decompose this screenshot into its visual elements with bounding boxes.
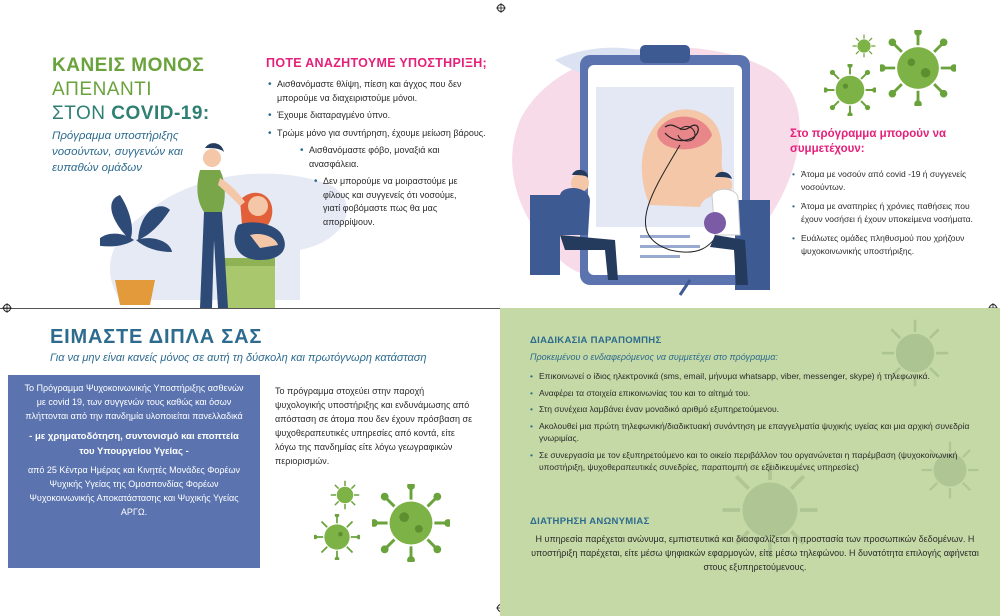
when-title: ΠΟΤΕ ΑΝΑΖΗΤΟΥΜΕ ΥΠΟΣΤΗΡΙΞΗ; [266,56,487,70]
participants-list [792,168,982,264]
program-info-box [8,375,260,568]
list-item: • Στη συνέχεια λαμβάνει έναν μοναδικό αριθμό εξυπηρετούμενου. [530,403,985,416]
box-text-intro: Το Πρόγραμμα Ψυχοκοινωνικής Υποστήριξης ασθενών με covid 19, των συγγενών τους καθώς και όσων πλήττονται από την πανδημία υλοποιείται πανελλαδικά [24,383,244,421]
program-goal: Το πρόγραμμα στοχεύει στην παροχή ψυχολογικής υποστήριξης και ενδυνάμωσης από απόσταση σε άτομα που δεν έχουν πρόσβαση σε ψυχοθεραπευτικές υπηρεσίες από κοντά, είτε λόγω της πανδημίας είτε λόγω γεωγραφικών περιορισμών. [275,386,473,466]
list-item: • Επικοινωνεί ο ίδιος ηλεκτρονικά (sms, email, μήνυμα whatsapp, viber, messenger, skype) ή τηλεφωνικά. [530,370,985,383]
box-text-centers: από 25 Κέντρα Ημέρας και Κινητές Μονάδες Φορέων Ψυχικής Υγείας της Ομοσπονδίας Φορέων Ψυχοκοινωνικής Αποκατάστασης και Ψυχικής Υγείας ΑΡΓΩ. [27,465,241,517]
procedure-subtitle: Προκειμένου ο ενδιαφερόμενος να συμμετέχει στο πρόγραμμα: [530,352,778,362]
list-item: • Τρώμε μόνο για συντήρηση, έχουμε μείωση βάρους. [268,127,503,141]
registration-mark-icon [2,303,12,313]
main-subtitle: Για να μην είναι κανείς μόνος σε αυτή τη δύσκολη και πρωτόγνωρη κατάσταση [50,352,427,364]
main-title: ΕΙΜΑΣΤΕ ΔΙΠΛΑ ΣΑΣ [50,326,263,348]
virus-icon [824,64,876,116]
anonymity-text: Η υπηρεσία παρέχεται ανώνυμα, εμπιστευτικά και διασφαλίζεται η προστασία των προσωπικών δεδομένων. Η υποστήριξη παρέχεται, είτε μέσω ψηφιακών εφαρμογών, είτε μέσω τηλεφώνου. Η δυνατότητα επιλογής αφήνεται στους εξυπηρετούμενους. [531,534,979,572]
campaign-heading [52,54,252,126]
heading-line-2: ΑΠΕΝΑΝΤΙ [52,79,153,100]
virus-icon [330,480,360,510]
list-item: • Ακολουθεί μια πρώτη τηλεφωνική/διαδικτυακή συνάντηση με επαγγελματία ψυχικής υγείας και μια αρχική συνεδρία γνωριμίας. [530,420,985,445]
virus-icon [372,484,450,562]
procedure-list [530,370,985,478]
list-item: • Δεν μπορούμε να μοιραστούμε με φίλους και συγγενείς ότι νοσούμε, γιατί φοβόμαστε πως θα μας απορρίψουν. [314,175,474,229]
virus-icon [314,514,360,560]
list-item: • Αισθανόμαστε θλίψη, πίεση και άγχος που δεν μπορούμε να διαχειριστούμε μόνοι. [268,78,503,105]
therapy-illustration [530,35,785,305]
section-divider [0,308,500,309]
list-item: • Έχουμε διαταραγμένο ύπνο. [268,109,503,123]
box-text-funding: - με χρηματοδότηση, συντονισμό και εποπτεία του Υπουργείου Υγείας - [29,431,239,457]
list-item: • Αισθανόμαστε φόβο, μοναξιά και ανασφάλεια. [300,144,450,171]
heading-line-1: ΚΑΝΕΙΣ ΜΟΝΟΣ [52,55,205,76]
procedure-title: ΔΙΑΔΙΚΑΣΙΑ ΠΑΡΑΠΟΜΠΗΣ [530,335,662,346]
registration-mark-icon [496,3,506,13]
when-list [268,78,503,233]
heading-line-3 [52,102,252,126]
heading-line-3-prefix: ΣΤΟΝ [52,103,112,124]
virus-icon [880,30,956,106]
anonymity-title: ΔΙΑΤΗΡΗΣΗ ΑΝΩΝΥΜΙΑΣ [530,516,650,527]
list-item: • Άτομα με αναπηρίες ή χρόνιες παθήσεις που έχουν νοσήσει ή έχουν υποκείμενα νοσήματα. [792,200,982,226]
list-item: • Σε συνεργασία με τον εξυπηρετούμενο και το οικείο περιβάλλον του οργανώνεται η παρέμβαση (ψυχοκοινωνική υποστήριξη, ψυχοθεραπευτικές συνεδρίες, παραπομπή σε εξειδικευμένες υπηρεσίες) [530,449,985,474]
plant-icon [100,195,172,305]
list-item: • Αναφέρει τα στοιχεία επικοινωνίας του και το αίτημά του. [530,387,985,400]
heading-covid: COVID-19: [111,103,210,124]
virus-icon [852,34,876,58]
list-item: • Άτομα με νοσούν από covid -19 ή συγγενείς νοσούντων. [792,168,982,194]
list-item: • Ευάλωτες ομάδες πληθυσμού που χρήζουν ψυχοκοινωνικής υποστήριξης. [792,232,982,258]
participants-title: Στο πρόγραμμα μπορούν να συμμετέχουν: [790,128,947,155]
program-subtitle: Πρόγραμμα υποστήριξης νοσούντων, συγγενών και ευπαθών ομάδων [52,130,183,174]
